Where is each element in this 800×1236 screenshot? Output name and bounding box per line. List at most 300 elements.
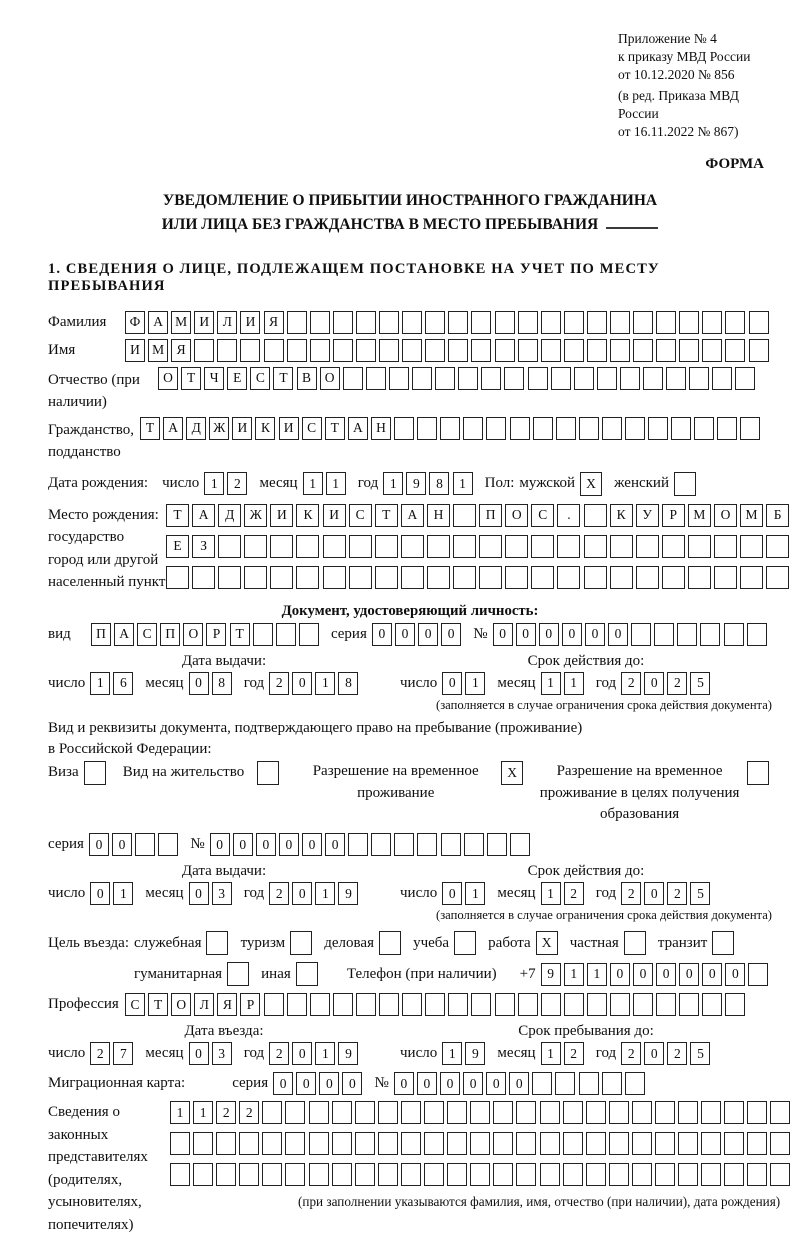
temp-residence-edu-checkbox[interactable] bbox=[747, 761, 772, 785]
char-cell[interactable] bbox=[401, 535, 424, 558]
entry-year[interactable] bbox=[269, 1042, 361, 1065]
char-cell[interactable] bbox=[464, 833, 484, 856]
char-cell[interactable] bbox=[287, 311, 307, 334]
char-cell[interactable] bbox=[563, 1163, 583, 1186]
char-cell[interactable]: 1 bbox=[315, 1042, 335, 1065]
char-cell[interactable] bbox=[296, 962, 318, 986]
char-cell[interactable] bbox=[401, 1101, 421, 1124]
char-cell[interactable] bbox=[394, 833, 414, 856]
char-cell[interactable]: 1 bbox=[170, 1101, 190, 1124]
char-cell[interactable] bbox=[262, 1163, 282, 1186]
char-cell[interactable]: Ж bbox=[244, 504, 267, 527]
char-cell[interactable] bbox=[662, 535, 685, 558]
char-cell[interactable] bbox=[424, 1101, 444, 1124]
char-cell[interactable] bbox=[218, 566, 241, 589]
char-cell[interactable]: Л bbox=[217, 311, 237, 334]
char-cell[interactable] bbox=[217, 339, 237, 362]
char-cell[interactable] bbox=[471, 339, 491, 362]
id-expiry-year[interactable] bbox=[621, 672, 713, 695]
char-cell[interactable] bbox=[424, 1132, 444, 1155]
char-cell[interactable]: К bbox=[296, 504, 319, 527]
char-cell[interactable] bbox=[216, 1163, 236, 1186]
char-cell[interactable]: 8 bbox=[429, 472, 449, 495]
char-cell[interactable]: 0 bbox=[493, 623, 513, 646]
char-cell[interactable]: В bbox=[297, 367, 317, 390]
char-cell[interactable] bbox=[724, 1163, 744, 1186]
male-checkbox[interactable] bbox=[580, 472, 605, 496]
char-cell[interactable] bbox=[309, 1101, 329, 1124]
char-cell[interactable]: Н bbox=[427, 504, 450, 527]
char-cell[interactable] bbox=[518, 339, 538, 362]
char-cell[interactable] bbox=[712, 367, 732, 390]
purpose-tourism-checkbox[interactable] bbox=[290, 931, 315, 955]
char-cell[interactable] bbox=[625, 417, 645, 440]
char-cell[interactable]: Т bbox=[325, 417, 345, 440]
char-cell[interactable] bbox=[656, 993, 676, 1016]
char-cell[interactable] bbox=[333, 339, 353, 362]
id-expiry-month[interactable] bbox=[541, 672, 587, 695]
char-cell[interactable]: 0 bbox=[644, 672, 664, 695]
char-cell[interactable] bbox=[712, 931, 734, 955]
char-cell[interactable]: 0 bbox=[608, 623, 628, 646]
char-cell[interactable]: 0 bbox=[725, 963, 745, 986]
char-cell[interactable]: 1 bbox=[465, 882, 485, 905]
char-cell[interactable]: 1 bbox=[204, 472, 224, 495]
char-cell[interactable] bbox=[724, 1101, 744, 1124]
char-cell[interactable] bbox=[631, 623, 651, 646]
char-cell[interactable] bbox=[309, 1163, 329, 1186]
char-cell[interactable] bbox=[470, 1101, 490, 1124]
char-cell[interactable] bbox=[671, 417, 691, 440]
char-cell[interactable] bbox=[609, 1163, 629, 1186]
char-cell[interactable] bbox=[239, 1132, 259, 1155]
char-cell[interactable]: И bbox=[240, 311, 260, 334]
char-cell[interactable] bbox=[285, 1132, 305, 1155]
patronymic-field[interactable] bbox=[158, 367, 758, 390]
char-cell[interactable] bbox=[749, 339, 769, 362]
char-cell[interactable]: 0 bbox=[509, 1072, 529, 1095]
char-cell[interactable]: Е bbox=[166, 535, 189, 558]
char-cell[interactable]: 1 bbox=[453, 472, 473, 495]
char-cell[interactable] bbox=[310, 339, 330, 362]
char-cell[interactable]: 2 bbox=[564, 882, 584, 905]
char-cell[interactable] bbox=[749, 311, 769, 334]
char-cell[interactable] bbox=[227, 962, 249, 986]
visa-checkbox[interactable] bbox=[84, 761, 109, 785]
char-cell[interactable] bbox=[355, 1101, 375, 1124]
char-cell[interactable] bbox=[586, 1132, 606, 1155]
char-cell[interactable] bbox=[557, 566, 580, 589]
char-cell[interactable]: 1 bbox=[326, 472, 346, 495]
char-cell[interactable] bbox=[689, 367, 709, 390]
char-cell[interactable]: 9 bbox=[338, 882, 358, 905]
char-cell[interactable] bbox=[333, 311, 353, 334]
birth-day-field[interactable] bbox=[204, 472, 250, 495]
char-cell[interactable]: 1 bbox=[315, 672, 335, 695]
char-cell[interactable]: Л bbox=[194, 993, 214, 1016]
birthplace-row-1[interactable] bbox=[166, 504, 792, 527]
char-cell[interactable]: 0 bbox=[210, 833, 230, 856]
purpose-work-checkbox[interactable] bbox=[536, 931, 561, 955]
char-cell[interactable] bbox=[610, 311, 630, 334]
char-cell[interactable] bbox=[597, 367, 617, 390]
char-cell[interactable] bbox=[540, 1163, 560, 1186]
char-cell[interactable]: 0 bbox=[702, 963, 722, 986]
char-cell[interactable]: 1 bbox=[587, 963, 607, 986]
char-cell[interactable]: 0 bbox=[342, 1072, 362, 1095]
char-cell[interactable] bbox=[356, 993, 376, 1016]
char-cell[interactable]: С bbox=[349, 504, 372, 527]
char-cell[interactable] bbox=[505, 566, 528, 589]
char-cell[interactable] bbox=[323, 535, 346, 558]
char-cell[interactable] bbox=[495, 311, 515, 334]
char-cell[interactable] bbox=[574, 367, 594, 390]
char-cell[interactable]: О bbox=[183, 623, 203, 646]
id-kind-field[interactable] bbox=[91, 623, 322, 646]
char-cell[interactable] bbox=[602, 1072, 622, 1095]
char-cell[interactable] bbox=[533, 417, 553, 440]
char-cell[interactable]: М bbox=[740, 504, 763, 527]
char-cell[interactable] bbox=[701, 1101, 721, 1124]
char-cell[interactable] bbox=[84, 761, 106, 785]
char-cell[interactable]: 0 bbox=[319, 1072, 339, 1095]
char-cell[interactable]: 2 bbox=[227, 472, 247, 495]
char-cell[interactable]: 0 bbox=[189, 882, 209, 905]
char-cell[interactable] bbox=[435, 367, 455, 390]
id-issue-year[interactable] bbox=[269, 672, 361, 695]
char-cell[interactable] bbox=[216, 1132, 236, 1155]
char-cell[interactable] bbox=[725, 311, 745, 334]
char-cell[interactable] bbox=[528, 367, 548, 390]
char-cell[interactable]: Д bbox=[218, 504, 241, 527]
char-cell[interactable] bbox=[679, 311, 699, 334]
char-cell[interactable]: 0 bbox=[463, 1072, 483, 1095]
purpose-private-checkbox[interactable] bbox=[624, 931, 649, 955]
char-cell[interactable]: О bbox=[505, 504, 528, 527]
char-cell[interactable] bbox=[310, 311, 330, 334]
char-cell[interactable]: С bbox=[531, 504, 554, 527]
char-cell[interactable] bbox=[584, 566, 607, 589]
char-cell[interactable] bbox=[579, 417, 599, 440]
char-cell[interactable] bbox=[556, 417, 576, 440]
purpose-transit-checkbox[interactable] bbox=[712, 931, 737, 955]
char-cell[interactable] bbox=[724, 1132, 744, 1155]
char-cell[interactable]: 5 bbox=[690, 1042, 710, 1065]
char-cell[interactable] bbox=[158, 833, 178, 856]
legal-reps-row-3[interactable] bbox=[170, 1163, 794, 1186]
char-cell[interactable]: К bbox=[255, 417, 275, 440]
char-cell[interactable] bbox=[662, 566, 685, 589]
char-cell[interactable]: 1 bbox=[541, 672, 561, 695]
char-cell[interactable] bbox=[166, 566, 189, 589]
char-cell[interactable]: 2 bbox=[564, 1042, 584, 1065]
char-cell[interactable]: А bbox=[192, 504, 215, 527]
char-cell[interactable]: 0 bbox=[633, 963, 653, 986]
char-cell[interactable] bbox=[610, 535, 633, 558]
char-cell[interactable]: О bbox=[158, 367, 178, 390]
char-cell[interactable]: И bbox=[270, 504, 293, 527]
char-cell[interactable] bbox=[633, 311, 653, 334]
char-cell[interactable]: И bbox=[232, 417, 252, 440]
res-issue-month[interactable] bbox=[189, 882, 235, 905]
char-cell[interactable]: А bbox=[163, 417, 183, 440]
char-cell[interactable] bbox=[332, 1163, 352, 1186]
char-cell[interactable]: Т bbox=[166, 504, 189, 527]
char-cell[interactable]: 0 bbox=[302, 833, 322, 856]
char-cell[interactable]: Я bbox=[264, 311, 284, 334]
char-cell[interactable]: 2 bbox=[667, 882, 687, 905]
char-cell[interactable]: 0 bbox=[644, 1042, 664, 1065]
char-cell[interactable]: 0 bbox=[372, 623, 392, 646]
char-cell[interactable] bbox=[193, 1132, 213, 1155]
res-expiry-year[interactable] bbox=[621, 882, 713, 905]
char-cell[interactable]: Я bbox=[171, 339, 191, 362]
res-issue-day[interactable] bbox=[90, 882, 136, 905]
char-cell[interactable]: 1 bbox=[541, 1042, 561, 1065]
char-cell[interactable]: 9 bbox=[465, 1042, 485, 1065]
purpose-humanitarian-checkbox[interactable] bbox=[227, 962, 252, 986]
char-cell[interactable] bbox=[748, 963, 768, 986]
surname-field[interactable] bbox=[125, 311, 772, 334]
char-cell[interactable] bbox=[427, 566, 450, 589]
female-checkbox[interactable] bbox=[674, 472, 699, 496]
char-cell[interactable] bbox=[332, 1132, 352, 1155]
char-cell[interactable] bbox=[440, 417, 460, 440]
char-cell[interactable] bbox=[747, 1132, 767, 1155]
char-cell[interactable] bbox=[766, 535, 789, 558]
char-cell[interactable] bbox=[587, 311, 607, 334]
char-cell[interactable] bbox=[417, 417, 437, 440]
char-cell[interactable]: Р bbox=[662, 504, 685, 527]
legal-reps-row-1[interactable] bbox=[170, 1101, 794, 1124]
char-cell[interactable] bbox=[688, 566, 711, 589]
char-cell[interactable] bbox=[402, 339, 422, 362]
id-issue-day[interactable] bbox=[90, 672, 136, 695]
char-cell[interactable] bbox=[375, 535, 398, 558]
char-cell[interactable]: 6 bbox=[113, 672, 133, 695]
char-cell[interactable] bbox=[453, 566, 476, 589]
char-cell[interactable]: 2 bbox=[621, 672, 641, 695]
char-cell[interactable]: А bbox=[148, 311, 168, 334]
char-cell[interactable] bbox=[239, 1163, 259, 1186]
char-cell[interactable]: 0 bbox=[90, 882, 110, 905]
char-cell[interactable] bbox=[355, 1163, 375, 1186]
char-cell[interactable]: 1 bbox=[564, 672, 584, 695]
res-issue-year[interactable] bbox=[269, 882, 361, 905]
char-cell[interactable] bbox=[609, 1132, 629, 1155]
char-cell[interactable] bbox=[218, 535, 241, 558]
char-cell[interactable]: 0 bbox=[292, 882, 312, 905]
char-cell[interactable] bbox=[493, 1132, 513, 1155]
name-field[interactable] bbox=[125, 339, 772, 362]
char-cell[interactable]: И bbox=[125, 339, 145, 362]
char-cell[interactable] bbox=[349, 535, 372, 558]
char-cell[interactable] bbox=[643, 367, 663, 390]
res-number-field[interactable] bbox=[210, 833, 533, 856]
char-cell[interactable] bbox=[694, 417, 714, 440]
char-cell[interactable] bbox=[586, 1163, 606, 1186]
char-cell[interactable]: С bbox=[302, 417, 322, 440]
char-cell[interactable]: Т bbox=[230, 623, 250, 646]
char-cell[interactable] bbox=[493, 1163, 513, 1186]
char-cell[interactable]: Я bbox=[217, 993, 237, 1016]
char-cell[interactable]: 0 bbox=[89, 833, 109, 856]
char-cell[interactable]: З bbox=[192, 535, 215, 558]
id-series-field[interactable] bbox=[372, 623, 464, 646]
char-cell[interactable] bbox=[518, 311, 538, 334]
char-cell[interactable] bbox=[714, 535, 737, 558]
char-cell[interactable]: Д bbox=[186, 417, 206, 440]
char-cell[interactable] bbox=[747, 623, 767, 646]
char-cell[interactable] bbox=[541, 311, 561, 334]
char-cell[interactable]: 5 bbox=[690, 882, 710, 905]
char-cell[interactable] bbox=[481, 367, 501, 390]
citizenship-field[interactable] bbox=[140, 417, 764, 440]
char-cell[interactable] bbox=[495, 339, 515, 362]
char-cell[interactable] bbox=[557, 535, 580, 558]
entry-day[interactable] bbox=[90, 1042, 136, 1065]
birthplace-row-3[interactable] bbox=[166, 566, 792, 589]
char-cell[interactable] bbox=[378, 1132, 398, 1155]
char-cell[interactable]: К bbox=[610, 504, 633, 527]
char-cell[interactable] bbox=[471, 311, 491, 334]
char-cell[interactable] bbox=[441, 833, 461, 856]
char-cell[interactable] bbox=[356, 339, 376, 362]
char-cell[interactable]: М bbox=[688, 504, 711, 527]
char-cell[interactable]: И bbox=[279, 417, 299, 440]
char-cell[interactable] bbox=[366, 367, 386, 390]
char-cell[interactable]: 2 bbox=[216, 1101, 236, 1124]
char-cell[interactable] bbox=[425, 993, 445, 1016]
char-cell[interactable] bbox=[541, 993, 561, 1016]
char-cell[interactable]: 0 bbox=[486, 1072, 506, 1095]
char-cell[interactable] bbox=[516, 1163, 536, 1186]
char-cell[interactable] bbox=[389, 367, 409, 390]
char-cell[interactable] bbox=[264, 993, 284, 1016]
char-cell[interactable] bbox=[564, 339, 584, 362]
char-cell[interactable] bbox=[587, 339, 607, 362]
birth-year-field[interactable] bbox=[383, 472, 475, 495]
char-cell[interactable]: 0 bbox=[539, 623, 559, 646]
char-cell[interactable] bbox=[541, 339, 561, 362]
char-cell[interactable] bbox=[448, 993, 468, 1016]
char-cell[interactable]: 0 bbox=[440, 1072, 460, 1095]
char-cell[interactable]: А bbox=[401, 504, 424, 527]
char-cell[interactable] bbox=[510, 417, 530, 440]
char-cell[interactable] bbox=[447, 1132, 467, 1155]
char-cell[interactable] bbox=[740, 566, 763, 589]
char-cell[interactable] bbox=[510, 833, 530, 856]
char-cell[interactable] bbox=[540, 1101, 560, 1124]
char-cell[interactable] bbox=[620, 367, 640, 390]
char-cell[interactable] bbox=[516, 1132, 536, 1155]
char-cell[interactable] bbox=[470, 1132, 490, 1155]
char-cell[interactable] bbox=[688, 535, 711, 558]
char-cell[interactable] bbox=[453, 535, 476, 558]
char-cell[interactable] bbox=[518, 993, 538, 1016]
char-cell[interactable] bbox=[735, 367, 755, 390]
char-cell[interactable]: 9 bbox=[406, 472, 426, 495]
birth-month-field[interactable] bbox=[303, 472, 349, 495]
char-cell[interactable]: 3 bbox=[212, 1042, 232, 1065]
char-cell[interactable]: У bbox=[636, 504, 659, 527]
char-cell[interactable]: 3 bbox=[212, 882, 232, 905]
char-cell[interactable] bbox=[424, 1163, 444, 1186]
char-cell[interactable]: Ж bbox=[209, 417, 229, 440]
char-cell[interactable] bbox=[770, 1101, 790, 1124]
char-cell[interactable] bbox=[725, 993, 745, 1016]
char-cell[interactable]: 0 bbox=[441, 623, 461, 646]
char-cell[interactable] bbox=[264, 339, 284, 362]
char-cell[interactable] bbox=[262, 1132, 282, 1155]
char-cell[interactable] bbox=[564, 311, 584, 334]
res-expiry-month[interactable] bbox=[541, 882, 587, 905]
char-cell[interactable] bbox=[531, 566, 554, 589]
char-cell[interactable]: С bbox=[125, 993, 145, 1016]
char-cell[interactable] bbox=[632, 1132, 652, 1155]
char-cell[interactable] bbox=[770, 1163, 790, 1186]
char-cell[interactable]: 1 bbox=[315, 882, 335, 905]
char-cell[interactable] bbox=[379, 993, 399, 1016]
char-cell[interactable] bbox=[402, 993, 422, 1016]
char-cell[interactable] bbox=[401, 1132, 421, 1155]
char-cell[interactable] bbox=[563, 1101, 583, 1124]
char-cell[interactable] bbox=[244, 566, 267, 589]
char-cell[interactable]: . bbox=[557, 504, 580, 527]
char-cell[interactable] bbox=[487, 833, 507, 856]
char-cell[interactable]: 8 bbox=[338, 672, 358, 695]
char-cell[interactable] bbox=[636, 535, 659, 558]
char-cell[interactable] bbox=[355, 1132, 375, 1155]
char-cell[interactable]: Р bbox=[240, 993, 260, 1016]
char-cell[interactable] bbox=[678, 1101, 698, 1124]
char-cell[interactable]: 2 bbox=[667, 672, 687, 695]
char-cell[interactable]: 0 bbox=[325, 833, 345, 856]
char-cell[interactable]: А bbox=[114, 623, 134, 646]
char-cell[interactable]: 2 bbox=[269, 1042, 289, 1065]
char-cell[interactable] bbox=[332, 1101, 352, 1124]
char-cell[interactable] bbox=[609, 1101, 629, 1124]
char-cell[interactable] bbox=[299, 623, 319, 646]
char-cell[interactable]: Т bbox=[148, 993, 168, 1016]
char-cell[interactable] bbox=[378, 1163, 398, 1186]
char-cell[interactable] bbox=[702, 339, 722, 362]
char-cell[interactable]: И bbox=[194, 311, 214, 334]
char-cell[interactable] bbox=[740, 535, 763, 558]
char-cell[interactable] bbox=[602, 417, 622, 440]
char-cell[interactable]: 5 bbox=[690, 672, 710, 695]
char-cell[interactable]: 9 bbox=[338, 1042, 358, 1065]
char-cell[interactable]: 2 bbox=[621, 882, 641, 905]
char-cell[interactable] bbox=[654, 623, 674, 646]
phone-field[interactable] bbox=[541, 963, 772, 986]
char-cell[interactable] bbox=[677, 623, 697, 646]
char-cell[interactable]: 2 bbox=[239, 1101, 259, 1124]
char-cell[interactable] bbox=[379, 311, 399, 334]
char-cell[interactable] bbox=[471, 993, 491, 1016]
char-cell[interactable] bbox=[633, 993, 653, 1016]
id-issue-month[interactable] bbox=[189, 672, 235, 695]
char-cell[interactable] bbox=[470, 1163, 490, 1186]
char-cell[interactable]: 1 bbox=[193, 1101, 213, 1124]
char-cell[interactable]: 0 bbox=[189, 672, 209, 695]
char-cell[interactable] bbox=[505, 535, 528, 558]
char-cell[interactable] bbox=[584, 535, 607, 558]
char-cell[interactable]: 2 bbox=[621, 1042, 641, 1065]
char-cell[interactable] bbox=[296, 535, 319, 558]
char-cell[interactable]: 1 bbox=[442, 1042, 462, 1065]
char-cell[interactable]: 0 bbox=[516, 623, 536, 646]
